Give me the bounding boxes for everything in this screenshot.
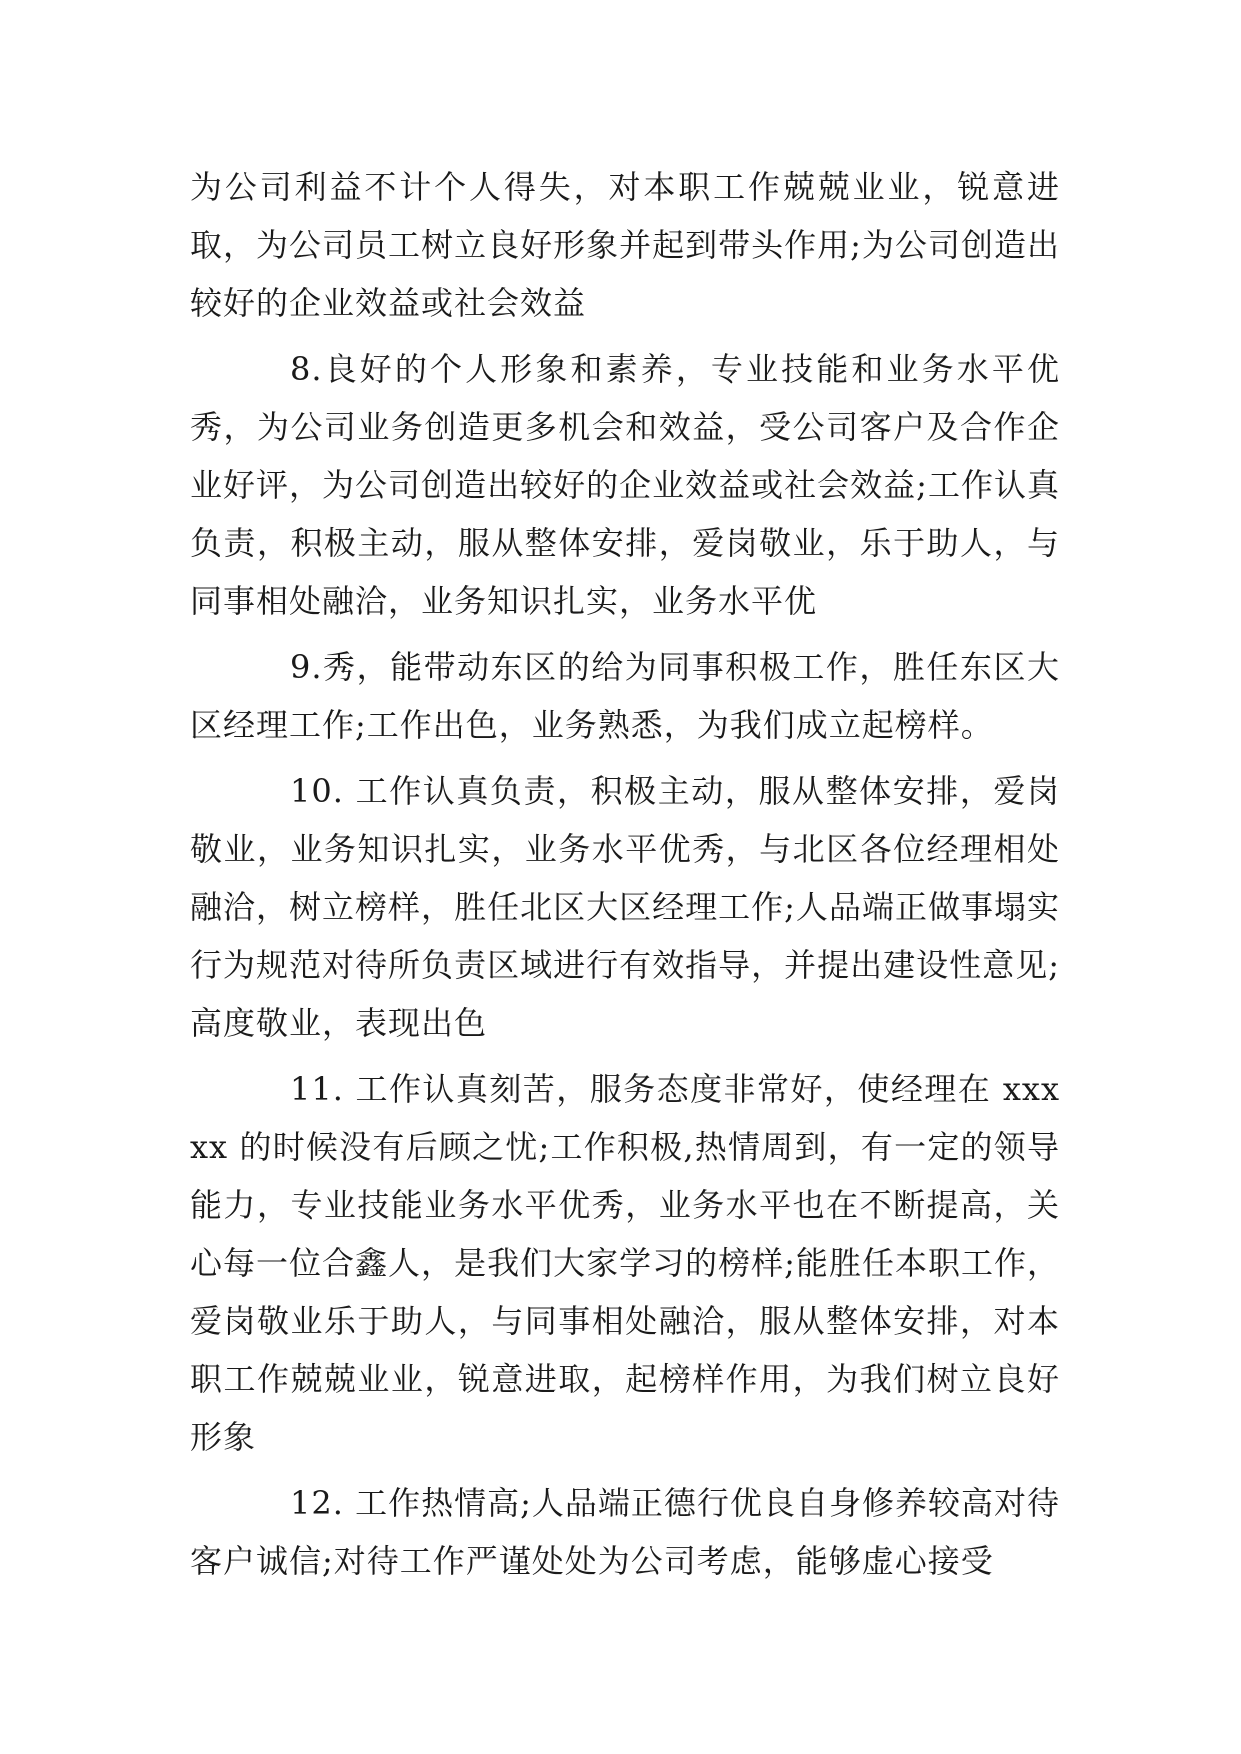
paragraph-item-9: 9.秀，能带动东区的给为同事积极工作，胜任东区大区经理工作;工作出色，业务熟悉，为我们成立起榜样。 [190, 648, 1060, 744]
document-body [190, 158, 1060, 1598]
paragraph-item-11: 11. 工作认真刻苦，服务态度非常好，使经理在 xxxxx 的时候没有后顾之忧;工作积极,热情周到，有一定的领导能力，专业技能业务水平优秀，业务水平也在不断提高，关心每一位合鑫人，是我们大家学习的榜样;能胜任本职工作，爱岗敬业乐于助人，与同事相处融洽，服从整体安排，对本职工作兢兢业业，锐意进取，起榜样作用，为我们树立良好形象 [190, 1070, 1060, 1456]
paragraph-item-10: 10. 工作认真负责，积极主动，服从整体安排，爱岗敬业，业务知识扎实，业务水平优秀，与北区各位经理相处融洽，树立榜样，胜任北区大区经理工作;人品端正做事塌实行为规范对待所负责区域进行有效指导，并提出建设性意见;高度敬业，表现出色 [190, 772, 1060, 1042]
paragraph-item-12: 12. 工作热情高;人品端正德行优良自身修养较高对待客户诚信;对待工作严谨处处为公司考虑，能够虚心接受 [190, 1484, 1060, 1580]
paragraph-item-8: 8.良好的个人形象和素养，专业技能和业务水平优秀，为公司业务创造更多机会和效益，受公司客户及合作企业好评，为公司创造出较好的企业效益或社会效益;工作认真负责，积极主动，服从整体安排，爱岗敬业，乐于助人，与同事相处融洽，业务知识扎实，业务水平优 [190, 350, 1060, 620]
paragraph-continuation: 为公司利益不计个人得失，对本职工作兢兢业业，锐意进取，为公司员工树立良好形象并起到带头作用;为公司创造出较好的企业效益或社会效益 [190, 168, 1060, 322]
